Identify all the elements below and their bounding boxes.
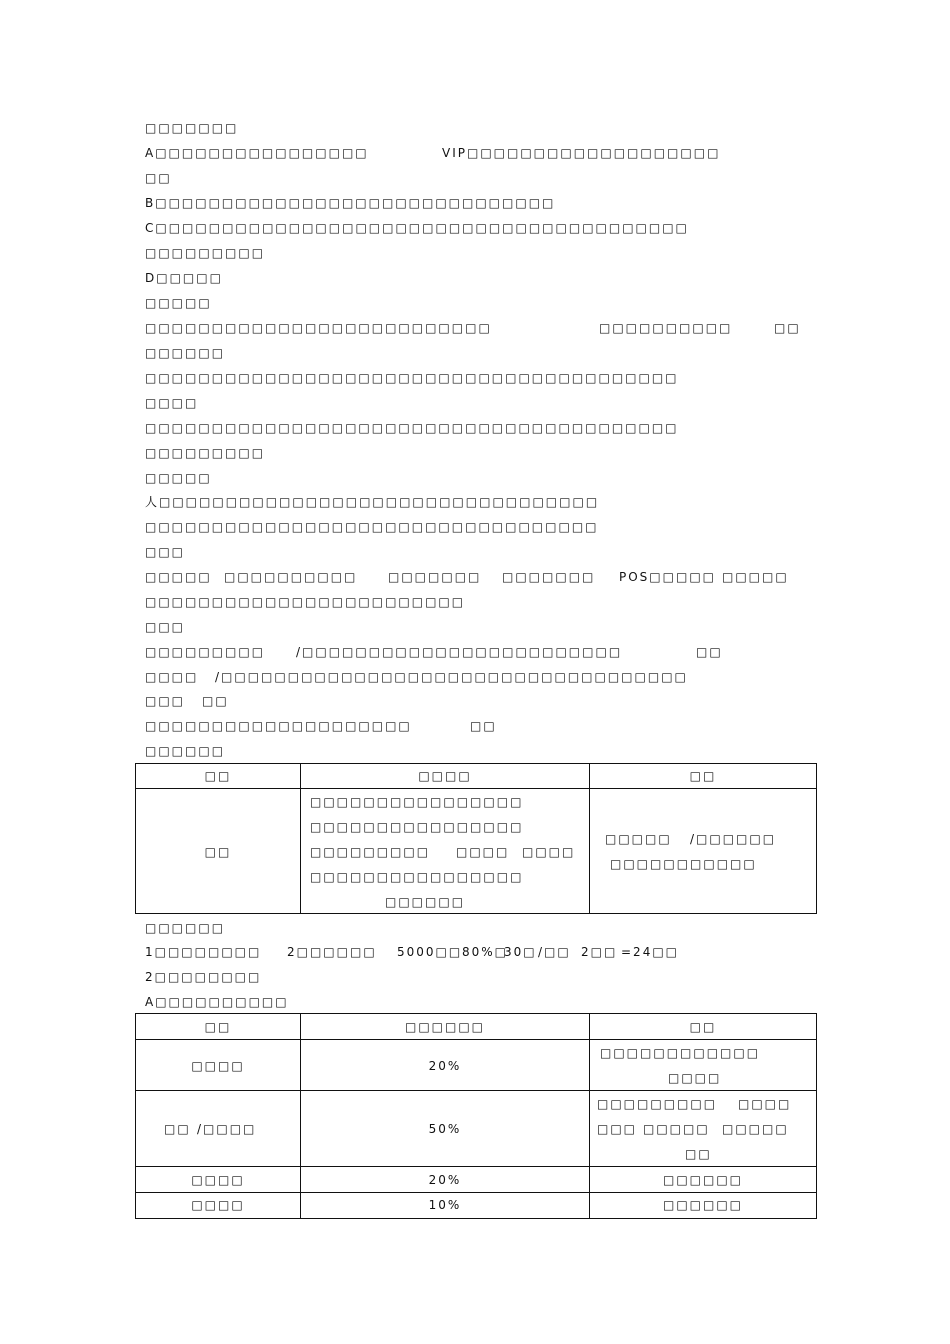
table-cell: □□□□□□□□□□□□□□□□ [310, 795, 524, 809]
table-2 [135, 1013, 817, 1219]
table-cell: 20% [428, 1059, 462, 1073]
table-divider [135, 1166, 817, 1167]
text-line: 1□□□□□□□□ [145, 945, 262, 959]
table-cell: □□□□□□□□□□□□ [600, 1046, 761, 1060]
table-cell: □□□□□□ [662, 1198, 744, 1212]
text-line: 30□ [504, 945, 537, 959]
table-cell: □□□□ [191, 1059, 245, 1073]
table-header: □□ [204, 769, 232, 783]
text-line: 2□□□□□□ [287, 945, 377, 959]
table-divider [589, 763, 590, 914]
table-divider [300, 763, 301, 914]
table-cell: □□ [685, 1147, 712, 1161]
text-line: □□ [696, 645, 723, 659]
text-line: □□□ [145, 694, 186, 708]
text-line: □□□□□□□□□ [145, 446, 266, 460]
table-divider [589, 1013, 590, 1219]
text-line: □□ [774, 321, 801, 335]
table-cell: □□□ [597, 1122, 638, 1136]
table-cell: □□ [204, 845, 232, 859]
table-cell: □□□□□□□□□□□□□□□□ [310, 870, 524, 884]
text-line: /□□□□□□□□□□□□□□□□□□□□□□□□□□□□□□□□□□□ [215, 670, 688, 684]
text-line: □□□□□□□□□□□□□□□□□□□□□□□□□□□□□□□□□□ [145, 520, 599, 534]
text-line: /□□ [538, 945, 571, 959]
text-line: □□□□□□□□□□ [224, 570, 358, 584]
text-line: □□□□ [145, 670, 199, 684]
text-line: □□□□□□□ [388, 570, 482, 584]
text-line: □□□□ [145, 396, 199, 410]
text-line: A□□□□□□□□□□ [145, 995, 289, 1009]
text-line: 80%□ [462, 945, 509, 959]
text-line: 人□□□□□□□□□□□□□□□□□□□□□□□□□□□□□□□□□ [145, 495, 600, 509]
text-line: □□□□□□ [145, 346, 226, 360]
table-cell: □□□□ [738, 1097, 792, 1111]
text-line: □□□□□ [145, 471, 212, 485]
text-line: =24□□ [621, 945, 679, 959]
table-cell: □□□□ [191, 1173, 245, 1187]
table-header: □□ [204, 1020, 232, 1034]
text-line: □□□□□ [145, 570, 212, 584]
text-line: □□□□□□□□□□□□□□□□□□□□□□□□ [145, 595, 466, 609]
table-cell: □□□□□□ [662, 1173, 744, 1187]
text-line: 5000□□ [397, 945, 463, 959]
table-cell: /□□□□ [197, 1122, 257, 1136]
text-line: □□ [470, 719, 497, 733]
text-line: □□□ [145, 545, 186, 559]
table-cell: □□□□□□□□□□□ [610, 857, 757, 871]
text-line: VIP□□□□□□□□□□□□□□□□□□□ [442, 146, 721, 160]
text-line: □□ [145, 171, 172, 185]
text-line: □□□ [145, 620, 186, 634]
text-line: □□□□□□□□□ [145, 246, 266, 260]
text-line: □□□□□□□ [502, 570, 596, 584]
table-cell: □□□□□□□□□ [597, 1097, 718, 1111]
table-divider [135, 1039, 817, 1040]
text-line: □□□□□□□□□□□□□□□□□□□□□□□□□□ [145, 321, 492, 335]
text-line: □□□□□□ [145, 744, 226, 758]
table-header: □□□□□□ [404, 1020, 486, 1034]
text-line: C□□□□□□□□□□□□□□□□□□□□□□□□□□□□□□□□□□□□□□□□ [145, 221, 689, 235]
text-line: □□□□□□□□□□□□□□□□□□□□□□□□□□□□□□□□□□□□□□□□ [145, 371, 679, 385]
table-cell: □□ [164, 1122, 191, 1136]
table-cell: □□□□□□□□□ [310, 845, 431, 859]
table-cell: □□□□□ [643, 1122, 710, 1136]
text-line: □□□□□ [145, 296, 212, 310]
table-divider [300, 1013, 301, 1219]
text-line: □□□□□□□□□ [145, 645, 266, 659]
table-divider [135, 1192, 817, 1193]
table-cell: □□□□□□□□□□□□□□□□ [310, 820, 524, 834]
table-cell: □□□□ [668, 1071, 722, 1085]
table-cell: 20% [428, 1173, 462, 1187]
table-cell: 10% [428, 1198, 462, 1212]
text-line: B□□□□□□□□□□□□□□□□□□□□□□□□□□□□□□ [145, 196, 556, 210]
table-cell: □□□□□ [722, 1122, 789, 1136]
table-cell: /□□□□□□ [690, 832, 777, 846]
table-cell: □□□□ [522, 845, 576, 859]
text-line: □□□□□□□□□□□□□□□□□□□□□□□□□□□□□□□□□□□□□□□□ [145, 421, 679, 435]
table-header: □□ [689, 1020, 717, 1034]
text-line: 2□□ [581, 945, 618, 959]
text-line: □□□□□ [722, 570, 789, 584]
text-line: □□ [202, 694, 229, 708]
table-header: □□ [689, 769, 717, 783]
text-line: POS□□□□□ [619, 570, 716, 584]
table-cell: □□□□□ [605, 832, 672, 846]
text-line: /□□□□□□□□□□□□□□□□□□□□□□□□ [296, 645, 623, 659]
text-line: 2□□□□□□□□ [145, 970, 262, 984]
table-header: □□□□ [418, 769, 472, 783]
table-cell: □□□□ [191, 1198, 245, 1212]
text-line: □□□□□□□□□□□□□□□□□□□□ [145, 719, 412, 733]
text-line: □□□□□□ [145, 921, 226, 935]
table-divider [135, 788, 817, 789]
text-line: D□□□□□ [145, 271, 223, 285]
text-line: □□□□□□□□□□ [599, 321, 733, 335]
table-divider [135, 1090, 817, 1091]
text-line: A□□□□□□□□□□□□□□□□ [145, 146, 369, 160]
text-line: □□□□□□□ [145, 121, 239, 135]
table-cell: 50% [428, 1122, 462, 1136]
table-cell: □□□□ [456, 845, 510, 859]
table-cell: □□□□□□ [385, 895, 466, 909]
